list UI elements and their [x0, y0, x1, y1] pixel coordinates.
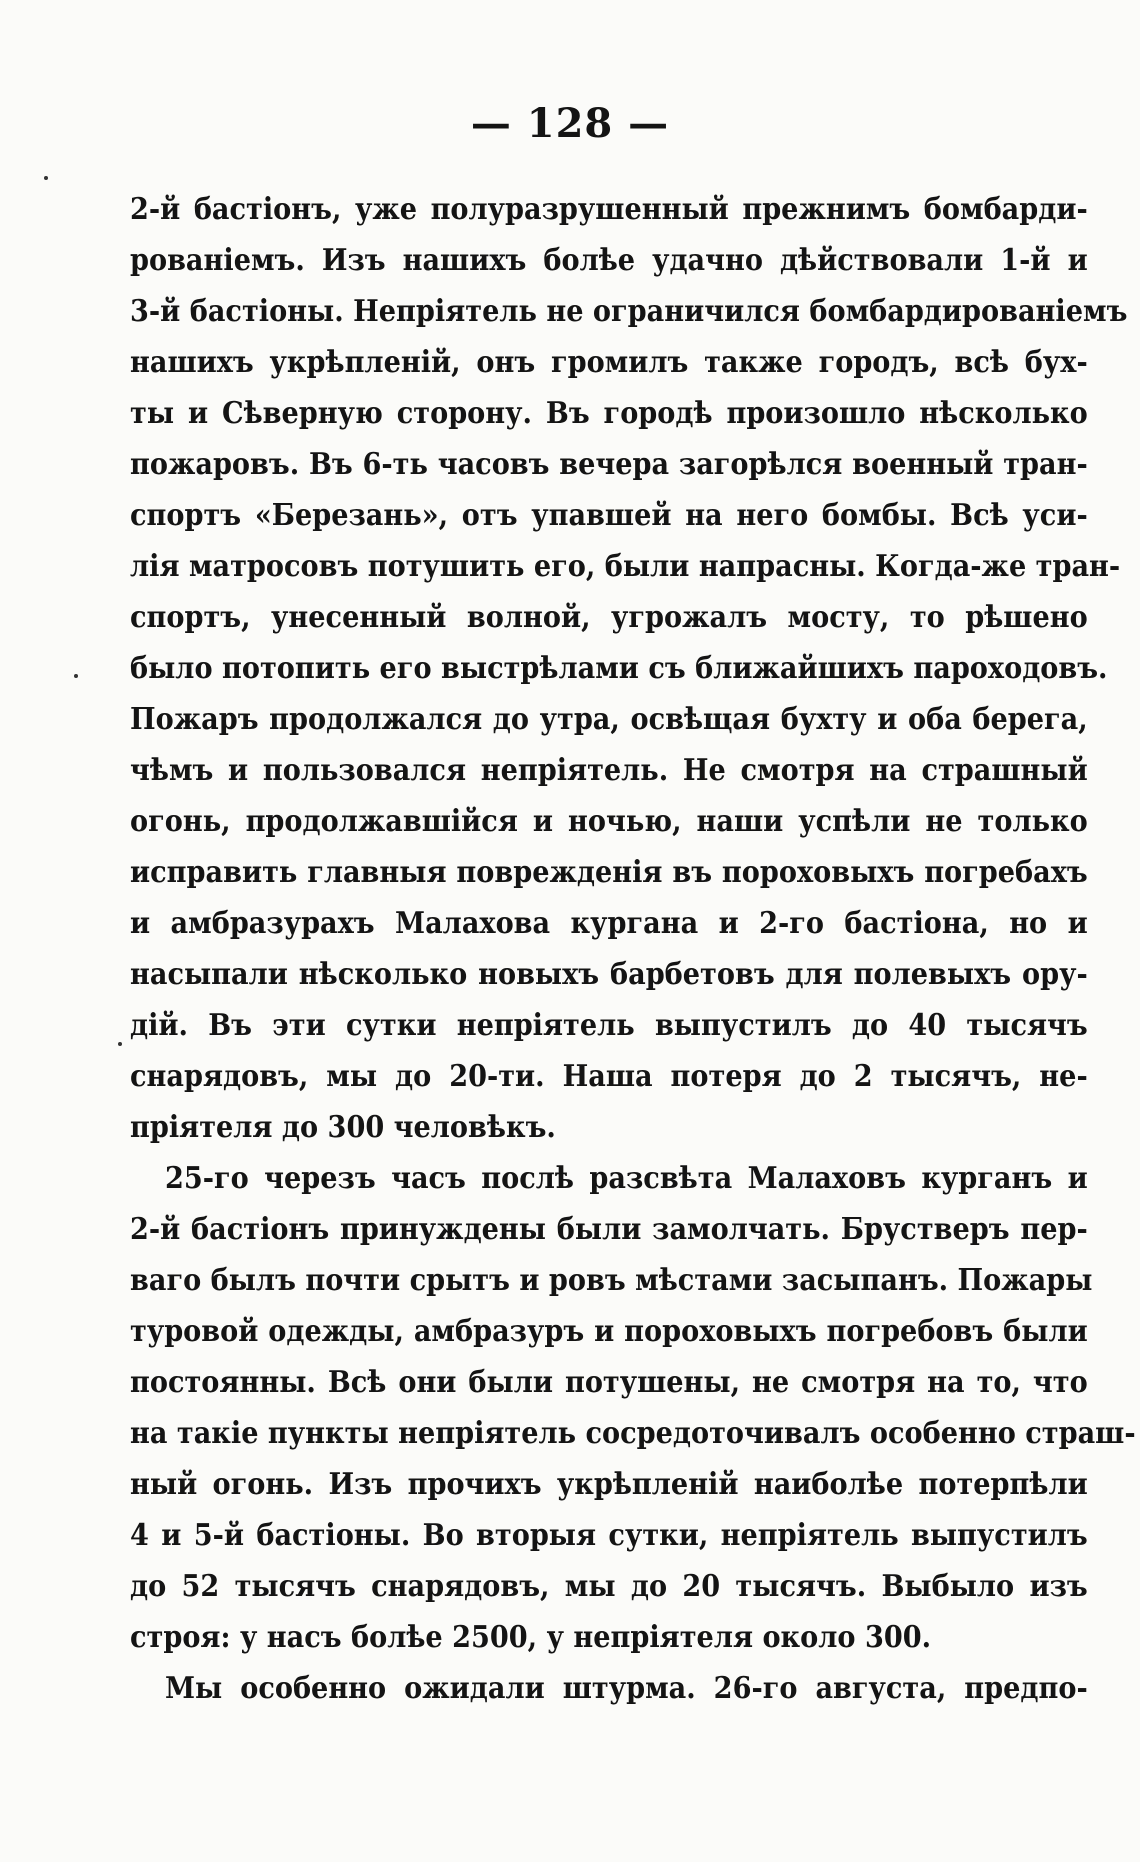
paragraph [130, 183, 1128, 1152]
text-line: спортъ, унесенный волной, угрожалъ мосту, то рѣшено [130, 599, 1088, 634]
text-line: пріятеля до 300 человѣкъ. [130, 1109, 556, 1144]
text-line: лія матросовъ потушить его, были напрасны. Когда-же тран- [130, 548, 1121, 583]
text-line: до 52 тысячъ снарядовъ, мы до 20 тысячъ. Выбыло изъ [130, 1568, 1088, 1603]
text-line: пожаровъ. Въ 6-ть часовъ вечера загорѣлся военный тран- [130, 446, 1088, 481]
text-line: туровой одежды, амбразуръ и пороховыхъ погребовъ были [130, 1313, 1088, 1348]
text-line: снарядовъ, мы до 20-ти. Наша потеря до 2 тысячъ, не- [130, 1058, 1088, 1093]
text-body [130, 183, 1136, 1713]
text-line: Мы особенно ожидали штурма. 26-го августа, предпо- [164, 1670, 1088, 1705]
text-line: спортъ «Березань», отъ упавшей на него бомбы. Всѣ уси- [130, 497, 1088, 532]
text-line: огонь, продолжавшійся и ночью, наши успѣли не только [130, 803, 1088, 838]
text-line: 2-й бастіонъ принуждены были замолчать. Брустверъ пер- [130, 1211, 1088, 1246]
text-line: на такіе пункты непріятель сосредоточивалъ особенно страш- [130, 1415, 1136, 1450]
text-line: насыпали нѣсколько новыхъ барбетовъ для полевыхъ ору- [130, 956, 1088, 991]
text-line: 3-й бастіоны. Непріятель не ограничился бомбардированіемъ [130, 293, 1128, 328]
text-line: 25-го черезъ часъ послѣ разсвѣта Малаховъ курганъ и [164, 1160, 1088, 1195]
page-number: — 128 — [470, 100, 670, 147]
text-line: было потопить его выстрѣлами съ ближайшихъ пароходовъ. [130, 650, 1108, 685]
text-line: ты и Сѣверную сторону. Въ городѣ произошло нѣсколько [130, 395, 1088, 430]
text-line: дій. Въ эти сутки непріятель выпустилъ до 40 тысячъ [130, 1007, 1088, 1042]
text-line: рованіемъ. Изъ нашихъ болѣе удачно дѣйствовали 1-й и [130, 242, 1088, 277]
margin-mark [44, 176, 48, 180]
text-line: строя: у насъ болѣе 2500, у непріятеля около 300. [130, 1619, 932, 1654]
text-line: исправить главныя поврежденія въ пороховыхъ погребахъ [130, 854, 1088, 889]
text-line: чѣмъ и пользовался непріятель. Не смотря на страшный [130, 752, 1088, 787]
text-line: постоянны. Всѣ они были потушены, не смотря на то, что [130, 1364, 1088, 1399]
text-line: нашихъ укрѣпленій, онъ громилъ также городъ, всѣ бух- [130, 344, 1088, 379]
paragraph [130, 1662, 1088, 1713]
paragraph [130, 1152, 1136, 1662]
text-line: 2-й бастіонъ, уже полуразрушенный прежнимъ бомбарди- [130, 191, 1088, 226]
margin-mark [118, 1042, 122, 1046]
text-line: и амбразурахъ Малахова кургана и 2-го бастіона, но и [130, 905, 1088, 940]
margin-mark [74, 674, 78, 678]
text-line: ный огонь. Изъ прочихъ укрѣпленій наиболѣе потерпѣли [130, 1466, 1088, 1501]
text-line: Пожаръ продолжался до утра, освѣщая бухту и оба берега, [130, 701, 1088, 736]
text-line: ваго былъ почти срытъ и ровъ мѣстами засыпанъ. Пожары [130, 1262, 1093, 1297]
text-line: 4 и 5-й бастіоны. Во вторыя сутки, непріятель выпустилъ [130, 1517, 1088, 1552]
